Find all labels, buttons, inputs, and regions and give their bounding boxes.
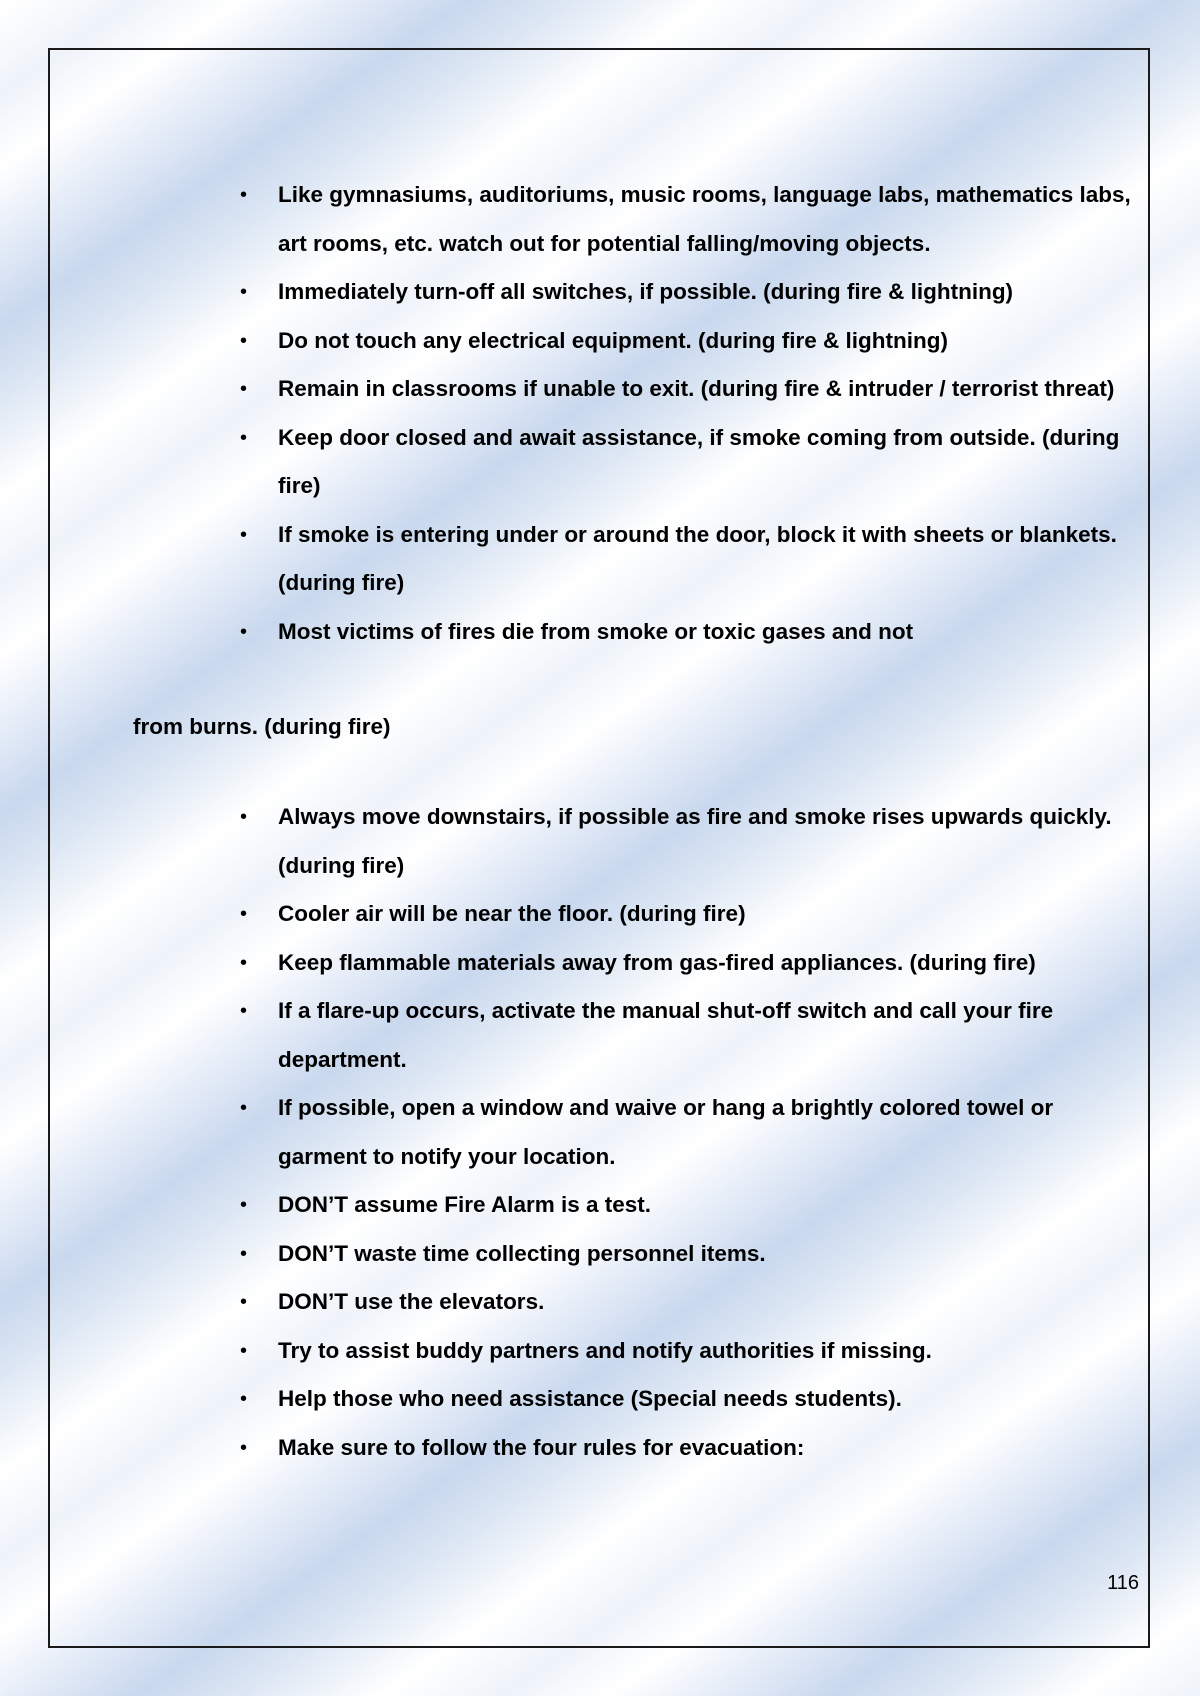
- safety-list-first: [278, 171, 1138, 656]
- hanging-text-line: from burns. (during fire): [133, 714, 391, 739]
- list-item: • DON’T use the elevators.: [278, 1278, 1138, 1327]
- list-item: • Try to assist buddy partners and notify authorities if missing.: [278, 1327, 1138, 1376]
- list-item: • Keep door closed and await assistance, if smoke coming from outside. (during fire): [278, 414, 1138, 511]
- list-item: • DON’T waste time collecting personnel items.: [278, 1230, 1138, 1279]
- list-item: • If smoke is entering under or around the door, block it with sheets or blankets. (during fire): [278, 511, 1138, 608]
- list-item: • Help those who need assistance (Special needs students).: [278, 1375, 1138, 1424]
- list-item: • If possible, open a window and waive or hang a brightly colored towel or garment to notify your location.: [278, 1084, 1138, 1181]
- list-item: • Keep flammable materials away from gas-fired appliances. (during fire): [278, 939, 1138, 988]
- list-item: • Like gymnasiums, auditoriums, music rooms, language labs, mathematics labs, art rooms, etc. watch out for potential falling/moving objects.: [278, 171, 1138, 268]
- safety-list-second: [278, 793, 1138, 1472]
- list-item: • Do not touch any electrical equipment. (during fire & lightning): [278, 317, 1138, 366]
- list-item: • Remain in classrooms if unable to exit. (during fire & intruder / terrorist threat): [278, 365, 1138, 414]
- list-item: • Cooler air will be near the floor. (during fire): [278, 890, 1138, 939]
- list-item: • Make sure to follow the four rules for evacuation:: [278, 1424, 1138, 1473]
- list-item: • If a flare-up occurs, activate the manual shut-off switch and call your fire department.: [278, 987, 1138, 1084]
- list-item: • Immediately turn-off all switches, if possible. (during fire & lightning): [278, 268, 1138, 317]
- page-number: 116: [1107, 1572, 1139, 1594]
- list-item: • DON’T assume Fire Alarm is a test.: [278, 1181, 1138, 1230]
- list-item: • Always move downstairs, if possible as fire and smoke rises upwards quickly. (during fire): [278, 793, 1138, 890]
- list-item: • Most victims of fires die from smoke or toxic gases and not: [278, 608, 1138, 657]
